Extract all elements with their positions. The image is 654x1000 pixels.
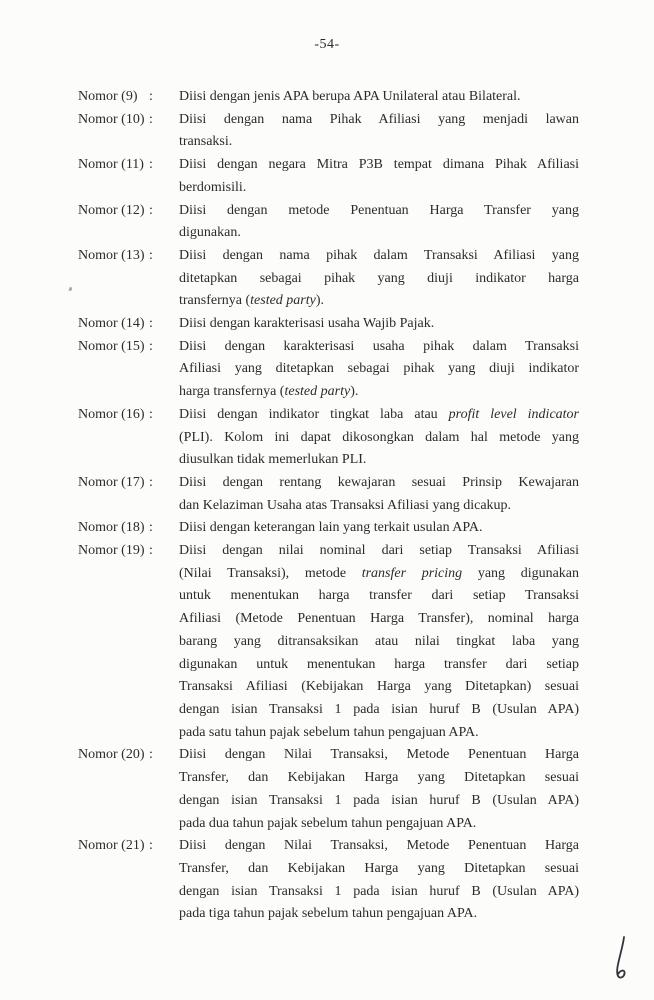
entry-label: Nomor (16): [78, 406, 145, 422]
entry-colon: :: [149, 474, 153, 490]
entry-text: [179, 540, 579, 744]
entry-colon: :: [149, 316, 153, 332]
text-line: Diisi dengan rentang kewajaran sesuai Prinsip Kewajaran: [179, 474, 579, 490]
text-line: dan Kelaziman Usaha atas Transaksi Afiliasi yang dicakup.: [179, 497, 512, 513]
instruction-entry: [78, 744, 578, 835]
entry-label: Nomor (12): [78, 202, 145, 218]
entry-text: [179, 472, 579, 517]
text-line: Afiliasi yang ditetapkan sebagai pihak yang diuji indikator: [179, 361, 579, 377]
text-line: ditetapkan sebagai pihak yang diuji indikator harga: [179, 270, 579, 286]
text-line: Diisi dengan keterangan lain yang terkait usulan APA.: [179, 520, 483, 536]
text-line: dengan isian Transaksi 1 pada isian huruf B (Usulan APA): [179, 883, 579, 899]
entry-label: Nomor (9): [78, 89, 138, 104]
text-line: transaksi.: [179, 134, 233, 150]
instruction-entry: [78, 517, 578, 540]
entry-text: [179, 154, 579, 199]
text-line: Diisi dengan nama pihak dalam Transaksi Afiliasi yang: [179, 247, 579, 263]
entry-label: Nomor (21): [78, 838, 145, 854]
text-line: dengan isian Transaksi 1 pada isian huruf B (Usulan APA): [179, 701, 579, 717]
entry-label: Nomor (10): [78, 111, 145, 127]
entry-text: [179, 86, 579, 109]
instruction-entry: [78, 154, 578, 199]
entry-label: Nomor (13): [78, 247, 145, 263]
text-line: transfernya (tested party).: [179, 293, 325, 309]
entry-text: [179, 404, 579, 472]
entries-list: [78, 86, 578, 926]
text-line: Diisi dengan karakterisasi usaha pihak dalam Transaksi: [179, 338, 579, 354]
entry-colon: :: [149, 111, 153, 127]
instruction-entry: [78, 109, 578, 154]
entry-text: [179, 336, 579, 404]
instruction-entry: [78, 86, 578, 109]
entry-text: [179, 109, 579, 154]
text-line: barang yang ditransaksikan atau nilai tingkat laba yang: [179, 633, 579, 649]
entry-label: Nomor (14): [78, 316, 145, 332]
text-line: pada tiga tahun pajak sebelum tahun pengajuan APA.: [179, 906, 478, 922]
entry-colon: :: [149, 202, 153, 218]
entry-label: Nomor (15): [78, 338, 145, 354]
handwritten-pen-mark: [604, 932, 634, 988]
instruction-entry: [78, 245, 578, 313]
entry-text: [179, 517, 579, 540]
entry-colon: :: [149, 747, 153, 763]
entry-label: Nomor (19): [78, 543, 145, 559]
entry-text: [179, 744, 579, 835]
text-line: Diisi dengan negara Mitra P3B tempat dimana Pihak Afiliasi: [179, 157, 579, 173]
text-line: harga transfernya (tested party).: [179, 384, 359, 400]
text-line: Diisi dengan Nilai Transaksi, Metode Penentuan Harga: [179, 838, 579, 854]
text-line: Diisi dengan nama Pihak Afiliasi yang menjadi lawan: [179, 111, 579, 127]
instruction-entry: [78, 835, 578, 926]
text-line: Transaksi Afiliasi (Kebijakan Harga yang Ditetapkan) sesuai: [179, 679, 579, 695]
entry-colon: :: [149, 543, 153, 559]
text-line: Diisi dengan karakterisasi usaha Wajib Pajak.: [179, 316, 435, 332]
entry-colon: :: [149, 406, 153, 422]
text-line: Diisi dengan metode Penentuan Harga Transfer yang: [179, 202, 579, 218]
page-number: -54-: [314, 37, 340, 52]
entry-colon: :: [149, 247, 153, 263]
instruction-entry: [78, 540, 578, 744]
text-line: Diisi dengan Nilai Transaksi, Metode Penentuan Harga: [179, 747, 579, 763]
entry-colon: :: [149, 338, 153, 354]
text-line: Diisi dengan nilai nominal dari setiap Transaksi Afiliasi: [179, 543, 579, 559]
entry-colon: :: [149, 89, 153, 104]
instruction-entry: [78, 313, 578, 336]
text-line: digunakan.: [179, 225, 241, 241]
entry-colon: :: [149, 157, 153, 173]
entry-text: [179, 835, 579, 926]
text-line: pada dua tahun pajak sebelum tahun pengajuan APA.: [179, 815, 477, 831]
text-line: Afiliasi (Metode Penentuan Harga Transfer), nominal harga: [179, 611, 579, 627]
text-line: untuk menentukan harga transfer dari setiap Transaksi: [179, 588, 579, 604]
stray-speck: [69, 287, 73, 292]
instruction-entry: [78, 404, 578, 472]
entry-text: [179, 313, 579, 336]
instruction-entry: [78, 200, 578, 245]
entry-label: Nomor (11): [78, 157, 144, 173]
instruction-entry: [78, 472, 578, 517]
entry-label: Nomor (17): [78, 474, 145, 490]
text-line: (Nilai Transaksi), metode transfer pricing yang digunakan: [179, 565, 580, 581]
text-line: digunakan untuk menentukan harga transfer dari setiap: [179, 656, 579, 672]
text-line: berdomisili.: [179, 179, 247, 195]
entry-text: [179, 245, 579, 313]
entry-label: Nomor (18): [78, 520, 145, 536]
entry-text: [179, 200, 579, 245]
text-line: Diisi dengan indikator tingkat laba atau profit level indicator: [179, 406, 580, 422]
text-line: Diisi dengan jenis APA berupa APA Unilateral atau Bilateral.: [179, 89, 521, 104]
text-line: Transfer, dan Kebijakan Harga yang Ditetapkan sesuai: [179, 770, 579, 786]
text-line: pada satu tahun pajak sebelum tahun pengajuan APA.: [179, 724, 479, 740]
entry-label: Nomor (20): [78, 747, 145, 763]
text-line: Transfer, dan Kebijakan Harga yang Ditetapkan sesuai: [179, 860, 579, 876]
entry-colon: :: [149, 520, 153, 536]
entry-colon: :: [149, 838, 153, 854]
text-line: (PLI). Kolom ini dapat dikosongkan dalam hal metode yang: [179, 429, 579, 445]
instruction-entry: [78, 336, 578, 404]
text-line: dengan isian Transaksi 1 pada isian huruf B (Usulan APA): [179, 792, 579, 808]
text-line: diusulkan tidak memerlukan PLI.: [179, 452, 367, 468]
